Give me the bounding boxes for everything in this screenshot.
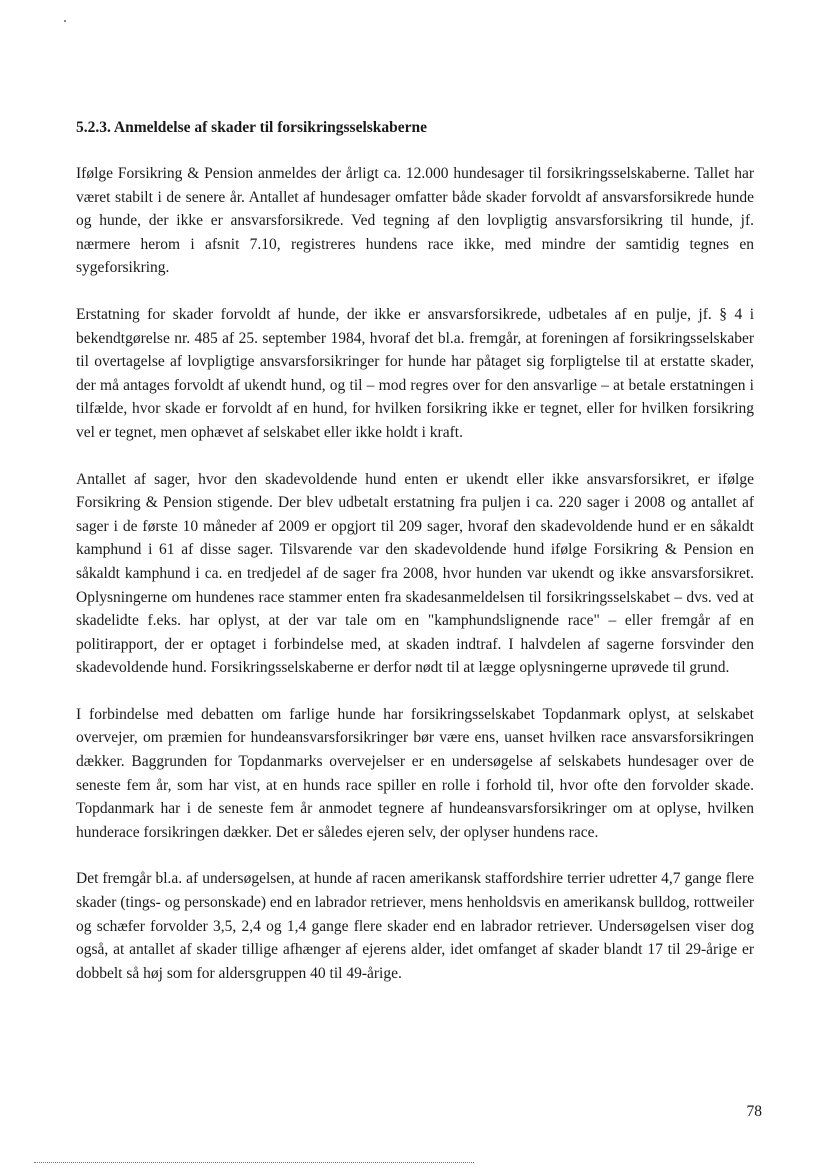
- paragraph-1: Ifølge Forsikring & Pension anmeldes der årligt ca. 12.000 hundesager til forsikringsselskaberne. Tallet har været stabilt i de senere år. Antallet af hundesager omfatter både skader forvoldt af ansvarsforsikrede hunde og hunde, der ikke er ansvarsforsikrede. Ved tegning af den lovpligtig ansvarsforsikring til hunde, jf. nærmere herom i afsnit 7.10, registreres hundens race ikke, med mindre der samtidig tegnes en sygeforsikring.: [76, 165, 754, 277]
- page-number: 78: [746, 1103, 762, 1120]
- document-body: [76, 118, 754, 1008]
- paragraph-2: Erstatning for skader forvoldt af hunde, der ikke er ansvarsforsikrede, udbetales af en pulje, jf. § 4 i bekendtgørelse nr. 485 af 25. september 1984, hvoraf det bl.a. fremgår, at foreningen af forsikringsselskaber til overtagelse af lovpligtige ansvarsforsikringer for hunde har påtaget sig forpligtelse til at erstatte skader, der må antages forvoldt af ukendt hund, og til – mod regres over for den ansvarlige – at betale erstatningen i tilfælde, hvor skade er forvoldt af en hund, for hvilken forsikring ikke er tegnet, eller for hvilken forsikring vel er tegnet, men ophævet af selskabet eller ikke holdt i kraft.: [76, 305, 754, 441]
- section-heading: 5.2.3. Anmeldelse af skader til forsikringsselskaberne: [76, 119, 428, 136]
- paragraph-3: Antallet af sager, hvor den skadevoldende hund enten er ukendt eller ikke ansvarsforsikret, er ifølge Forsikring & Pension stigende. Der blev udbetalt erstatning fra puljen i ca. 220 sager i 2008 og antallet af sager i de første 10 måneder af 2009 er opgjort til 209 sager, hvoraf den skadevoldende hund er en såkaldt kamphund i 61 af disse sager. Tilsvarende var den skadevoldende hund ifølge Forsikring & Pension en såkaldt kamphund i ca. en tredjedel af de sager fra 2008, hvor hunden var ukendt og ikke ansvarsforsikret. Oplysningerne om hundenes race stammer enten fra skadesanmeldelsen til forsikringsselskabet – dvs. ved at skadelidte f.eks. har oplyst, at der var tale om en "kamphundslignende race" – eller fremgår af en politirapport, der er optaget i forbindelse med, at skaden indtraf. I halvdelen af sagerne forsvinder den skadevoldende hund. Forsikringsselskaberne er derfor nødt til at lægge oplysningerne uprøvede til grund.: [76, 470, 754, 677]
- paragraph-4: I forbindelse med debatten om farlige hunde har forsikringsselskabet Topdanmark oplyst, at selskabet overvejer, om præmien for hundeansvarsforsikringer bør være ens, uanset hvilken race ansvarsforsikringen dækker. Baggrunden for Topdanmarks overvejelser er en undersøgelse af selskabets hundesager over de seneste fem år, som har vist, at en hunds race spiller en rolle i forhold til, hvor ofte den forvolder skade. Topdanmark har i de seneste fem år anmodet tegnere af hundeansvarsforsikringer om at oplyse, hvilken hunderace forsikringen dækker. Det er således ejeren selv, der oplyser hundens race.: [76, 705, 754, 841]
- scan-edge-dots: [34, 1162, 474, 1163]
- paragraph-5: Det fremgår bl.a. af undersøgelsen, at hunde af racen amerikansk staffordshire terrier udretter 4,7 gange flere skader (tings- og personskade) end en labrador retriever, mens henholdsvis en amerikansk bulldog, rottweiler og schæfer forvolder 3,5, 2,4 og 1,4 gange flere skader end en labrador retriever. Undersøgelsen viser dog også, at antallet af skader tillige afhænger af ejerens alder, idet omfanget af skader blandt 17 til 29-årige er dobbelt så høj som for aldersgruppen 40 til 49-årige.: [76, 870, 754, 982]
- scan-speck: [64, 20, 66, 22]
